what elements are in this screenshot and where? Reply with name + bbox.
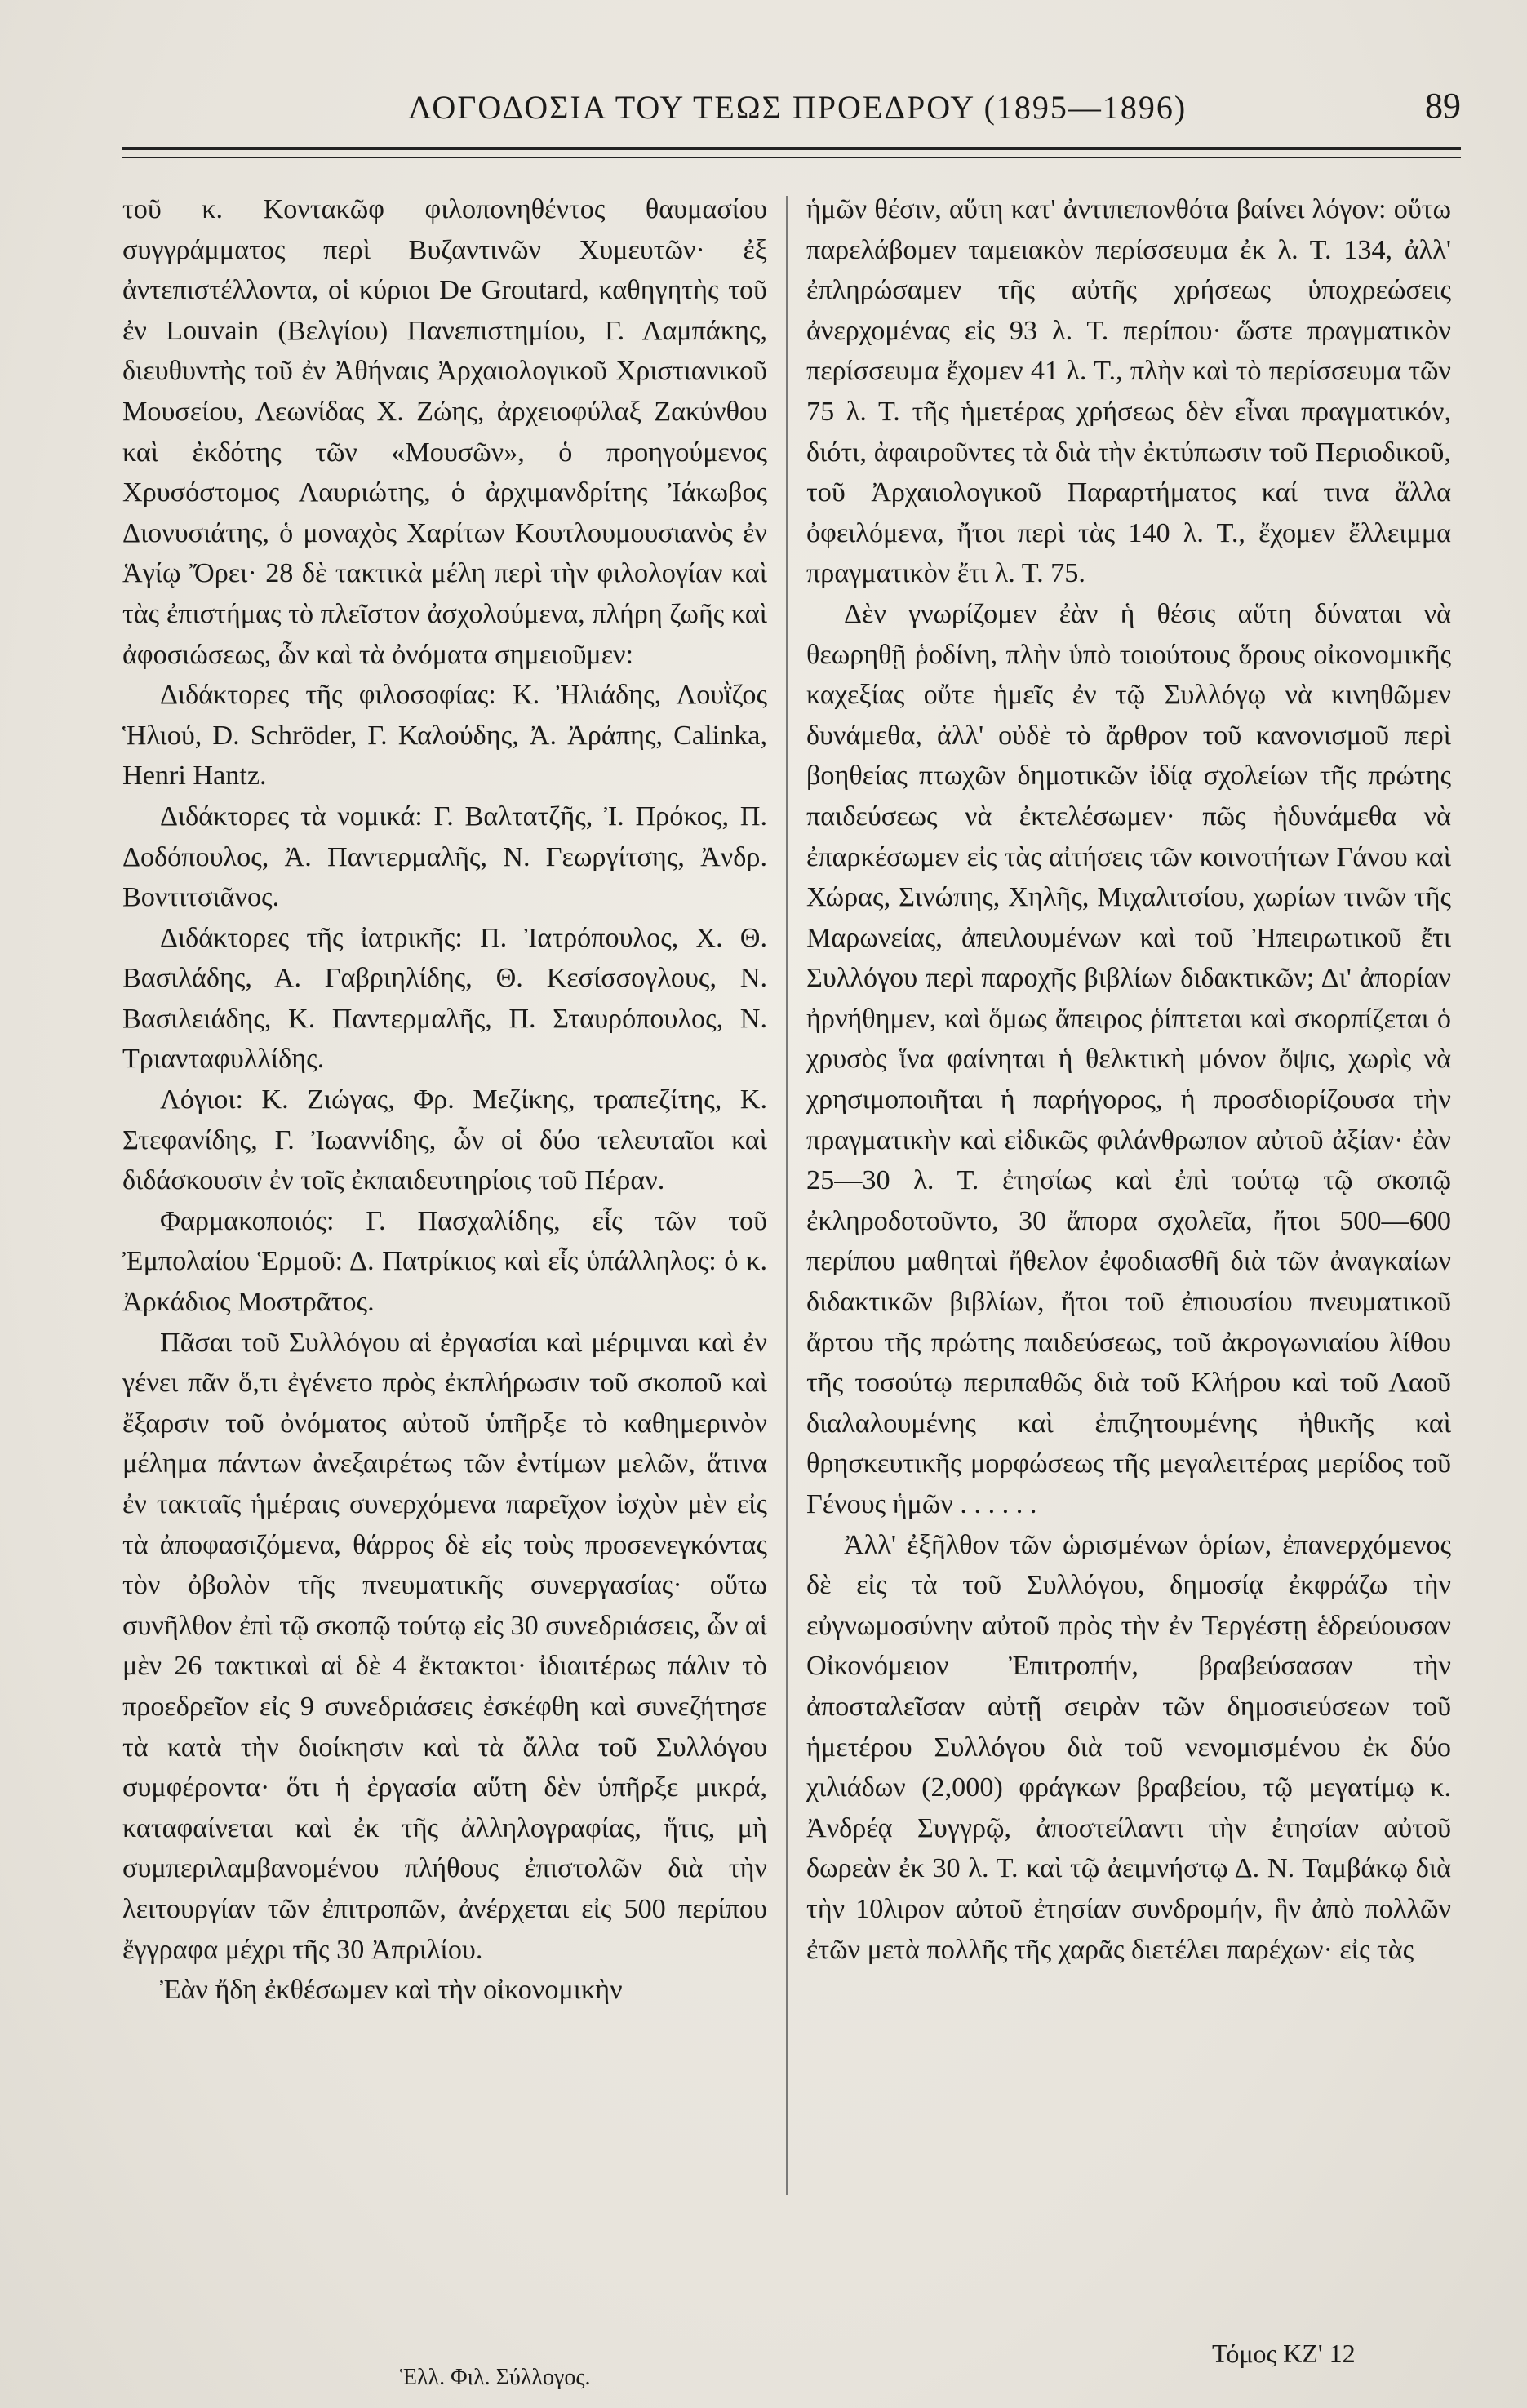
volume-mark: Τόμος ΚΖ' 12: [1212, 2339, 1356, 2368]
paragraph: Λόγιοι: Κ. Ζιώγας, Φρ. Μεζίκης, τραπεζίτης, Κ. Στεφανίδης, Γ. Ἰωαννίδης, ὧν οἱ δύο τελευταῖοι καὶ διδάσκουσιν ἐν τοῖς ἐκπαιδευτηρίοις τοῦ Πέραν.: [122, 1084, 767, 1196]
running-header: [122, 88, 1461, 137]
header-rule-thick: [122, 147, 1461, 150]
right-column: [806, 189, 1451, 1970]
paragraph: ἡμῶν θέσιν, αὕτη κατ' ἀντιπεπονθότα βαίνει λόγον: οὕτω παρελάβομεν ταμειακὸν περίσσευμα ἐκ λ. Τ. 134, ἀλλ' ἐπληρώσαμεν τῆς αὐτῆς χρήσεως ὑποχρεώσεις ἀνερχομένας εἰς 93 λ. Τ. περίπου· ὥστε πραγματικὸν περίσσευμα ἔχομεν 41 λ. Τ., πλὴν καὶ τὸ περίσσευμα τῶν 75 λ. Τ. τῆς ἡμετέρας χρήσεως δὲν εἶναι πραγματικόν, διότι, ἀφαιροῦντες τὰ διὰ τὴν ἐκτύπωσιν τοῦ Περιοδικοῦ, τοῦ Ἀρχαιολογικοῦ Παραρτήματος καί τινα ἄλλα ὀφειλόμενα, ἤτοι περὶ τὰς 140 λ. Τ., ἔχομεν ἔλλειμμα πραγματικὸν ἔτι λ. Τ. 75.: [806, 194, 1451, 589]
page-number: 89: [1425, 86, 1461, 126]
paragraph: Ἀλλ' ἐξῆλθον τῶν ὡρισμένων ὁρίων, ἐπανερχόμενος δὲ εἰς τὰ τοῦ Συλλόγου, δημοσίᾳ ἐκφράζω τὴν εὐγνωμοσύνην αὐτοῦ πρὸς τὴν ἐν Τεργέστῃ ἑδρεύουσαν Οἰκονόμειον Ἐπιτροπήν, βραβεύσασαν τὴν ἀποσταλεῖσαν αὐτῇ σειρὰν τῶν δημοσιεύσεων τοῦ ἡμετέρου Συλλόγου διὰ τοῦ νενομισμένου ἐκ δύο χιλιάδων (2,000) φράγκων βραβείου, τῷ μεγατίμῳ κ. Ἀνδρέᾳ Συγγρῷ, ἀποστείλαντι τὴν ἐτησίαν αὐτοῦ δωρεὰν ἐκ 30 λ. Τ. καὶ τῷ ἀειμνήστῳ Δ. Ν. Ταμβάκῳ διὰ τὴν 10λιρον αὐτοῦ ἐτησίαν συνδρομήν, ἣν ἀπὸ πολλῶν ἐτῶν μετὰ πολλῆς τῆς χαρᾶς διετέλει παρέχων· εἰς τὰς: [806, 1529, 1451, 1965]
paragraph: Διδάκτορες τῆς φιλοσοφίας: Κ. Ἠλιάδης, Λουῒζος Ἡλιού, D. Schröder, Γ. Καλούδης, Ἀ. Ἀράπης, Calinka, Henri Hantz.: [122, 680, 767, 792]
paragraph: Ἐὰν ἤδη ἐκθέσωμεν καὶ τὴν οἰκονομικὴν: [160, 1975, 623, 2006]
paragraph: Δὲν γνωρίζομεν ἐὰν ἡ θέσις αὕτη δύναται νὰ θεωρηθῇ ῥοδίνη, πλὴν ὑπὸ τοιούτους ὅρους οἰκονομικῆς καχεξίας οὔτε ἡμεῖς ἐν τῷ Συλλόγῳ νὰ κινηθῶμεν δυνάμεθα, ἀλλ' οὐδὲ τὸ ἄρθρον τοῦ κανονισμοῦ περὶ βοηθείας πτωχῶν δημοτικῶν ἰδίᾳ σχολείων τῆς πρώτης παιδεύσεως νὰ ἐκτελέσωμεν· πῶς ἠδυνάμεθα νὰ ἐπαρκέσωμεν εἰς τὰς αἰτήσεις τῶν κοινοτήτων Γάνου καὶ Χώρας, Σινώπης, Χηλῆς, Μιχαλιτσίου, χωρίων τινῶν τῆς Μαρωνείας, ἀπειλουμένων καὶ τοῦ Ἠπειρωτικοῦ ἔτι Συλλόγου περὶ παροχῆς βιβλίων διδακτικῶν; Δι' ἀπορίαν ἠρνήθημεν, καὶ ὅμως ἄπειρος ῥίπτεται καὶ σκορπίζεται ὁ χρυσὸς ἵνα φαίνηται ἡ θελκτικὴ μόνον ὄψις, χωρὶς νὰ χρησιμοποιῆται ἡ παρήγορος, ἡ προσδιορίζουσα τὴν πραγματικὴν καὶ εἰδικῶς φιλάνθρωπον αὐτοῦ ἀξίαν· ἐὰν 25—30 λ. Τ. ἐτησίως καὶ ἐπὶ τούτῳ τῷ σκοπῷ ἐκληροδοτοῦντο, 30 ἄπορα σχολεῖα, ἤτοι 500—600 περίπου μαθηταὶ ἤθελον ἐφοδιασθῆ διὰ τῶν ἀναγκαίων διδακτικῶν βιβλίων, ἤτοι τοῦ ἐπιουσίου πνευματικοῦ ἄρτου τῆς πρώτης παιδεύσεως, τοῦ ἀκρογωνιαίου λίθου τῆς τοσούτῳ περιπαθῶς διὰ τοῦ Κλήρου καὶ τοῦ Λαοῦ διαλαλουμένης καὶ ἐπιζητουμένης ἠθικῆς καὶ θρησκευτικῆς μορφώσεως τῆς μεγαλειτέρας μερίδος τοῦ Γένους ἡμῶν . . . . . .: [806, 598, 1451, 1519]
paragraph: Φαρμακοποιός: Γ. Πασχαλίδης, εἷς τῶν τοῦ Ἐμπολαίου Ἑρμοῦ: Δ. Πατρίκιος καὶ εἷς ὑπάλληλος: ὁ κ. Ἀρκάδιος Μοστρᾶτος.: [122, 1205, 767, 1318]
signature-mark: Ἑλλ. Φιλ. Σύλλογος.: [400, 2365, 591, 2390]
paragraph: Πᾶσαι τοῦ Συλλόγου αἱ ἐργασίαι καὶ μέριμναι καὶ ἐν γένει πᾶν ὅ,τι ἐγένετο πρὸς ἐκπλήρωσιν τοῦ σκοποῦ καὶ ἔξαρσιν τοῦ ὀνόματος αὐτοῦ ὑπῆρξε τὸ καθημερινὸν μέλημα πάντων ἀνεξαιρέτως τῶν ἐντίμων μελῶν, ἅτινα ἐν τακταῖς ἡμέραις συνερχόμενα παρεῖχον ἰσχὺν μὲν εἰς τὰ ἀποφασιζόμενα, θάρρος δὲ εἰς τοὺς προσενεγκόντας τὸν ὀβολὸν τῆς πνευματικῆς συνεργασίας· οὕτω συνῆλθον ἐπὶ τῷ σκοπῷ τούτῳ εἰς 30 συνεδριάσεις, ὧν αἱ μὲν 26 τακτικαὶ αἱ δὲ 4 ἔκτακτοι· ἰδιαιτέρως πάλιν τὸ προεδρεῖον εἰς 9 συνεδριάσεις ἐσκέφθη καὶ συνεζήτησε τὰ κατὰ τὴν διοίκησιν καὶ τὰ ἄλλα τοῦ Συλλόγου συμφέροντα· ὅτι ἡ ἐργασία αὕτη δὲν ὑπῆρξε μικρά, καταφαίνεται καὶ ἐκ τῆς ἀλληλογραφίας, ἥτις, μὴ συμπεριλαμβανομένου πλήθους ἐπιστολῶν διὰ τὴν λειτουργίαν τῶν ἐπιτροπῶν, ἀνέρχεται εἰς 500 περίπου ἔγγραφα μέχρι τῆς 30 Ἀπριλίου.: [122, 1327, 767, 1965]
running-title: ΛΟΓΟΔΟΣΙΑ ΤΟΥ ΤΕΩΣ ΠΡΟΕΔΡΟΥ (1895—1896): [408, 89, 1187, 126]
header-rule-thin: [122, 157, 1461, 158]
paragraph: τοῦ κ. Κοντακῶφ φιλοπονηθέντος θαυμασίου συγγράμματος περὶ Βυζαντινῶν Χυμευτῶν· ἐξ ἀντεπιστέλλοντα, οἱ κύριοι De Groutard, καθηγητὴς τοῦ ἐν Louvain (Βελγίου) Πανεπιστημίου, Γ. Λαμπάκης, διευθυντὴς τοῦ ἐν Ἀθήναις Ἀρχαιολογικοῦ Χριστιανικοῦ Μουσείου, Λεωνίδας Χ. Ζώης, ἀρχειοφύλαξ Ζακύνθου καὶ ἐκδότης τῶν «Μουσῶν», ὁ προηγούμενος Χρυσόστομος Λαυριώτης, ὁ ἀρχιμανδρίτης Ἰάκωβος Διονυσιάτης, ὁ μοναχὸς Χαρίτων Κουτλουμουσιανὸς ἐν Ἁγίῳ Ὄρει· 28 δὲ τακτικὰ μέλη περὶ τὴν φιλολογίαν καὶ τὰς ἐπιστήμας τὸ πλεῖστον ἀσχολούμενα, πλήρη ζωῆς καὶ ἀφοσιώσεως, ὧν καὶ τὰ ὀνόματα σημειοῦμεν:: [122, 194, 767, 670]
column-divider: [786, 196, 788, 2195]
paragraph: Διδάκτορες τὰ νομικά: Γ. Βαλτατζῆς, Ἰ. Πρόκος, Π. Δοδόπουλος, Ἀ. Παντερμαλῆς, Ν. Γεωργίτσης, Ἀνδρ. Βοντιτσιᾶνος.: [122, 800, 767, 913]
left-column: [122, 189, 767, 2011]
paragraph: Διδάκτορες τῆς ἰατρικῆς: Π. Ἰατρόπουλος, Χ. Θ. Βασιλάδης, Α. Γαβριηλίδης, Θ. Κεσίσσογλους, Ν. Βασιλειάδης, Κ. Παντερμαλῆς, Π. Σταυρόπουλος, Ν. Τριανταφυλλίδης.: [122, 922, 767, 1075]
